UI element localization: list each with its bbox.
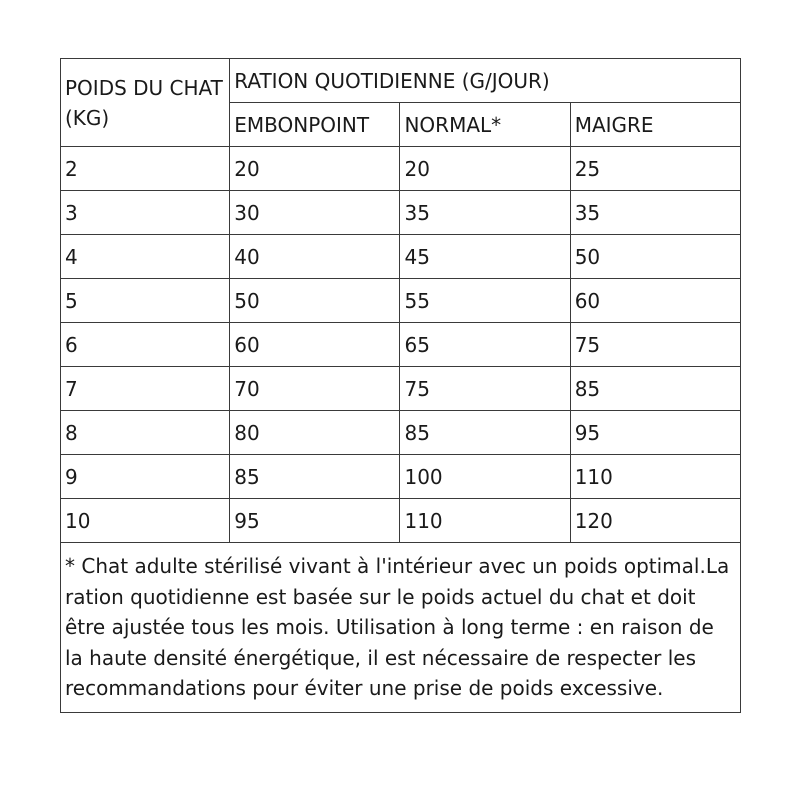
cell-weight: 8 <box>61 411 230 455</box>
cell-weight: 2 <box>61 147 230 191</box>
cell-weight: 4 <box>61 235 230 279</box>
cell-maigre: 120 <box>570 499 740 543</box>
table-row <box>61 191 741 235</box>
cell-embonpoint: 30 <box>230 191 400 235</box>
cell-embonpoint: 85 <box>230 455 400 499</box>
cell-weight: 3 <box>61 191 230 235</box>
ration-table <box>60 58 741 713</box>
table-row <box>61 147 741 191</box>
cell-weight: 9 <box>61 455 230 499</box>
cell-normal: 85 <box>400 411 570 455</box>
cell-maigre: 25 <box>570 147 740 191</box>
cell-maigre: 95 <box>570 411 740 455</box>
cell-normal: 55 <box>400 279 570 323</box>
subheader-normal: NORMAL* <box>400 103 570 147</box>
cell-weight: 5 <box>61 279 230 323</box>
cell-weight: 7 <box>61 367 230 411</box>
table-row <box>61 235 741 279</box>
cell-maigre: 110 <box>570 455 740 499</box>
cell-embonpoint: 95 <box>230 499 400 543</box>
header-row-main <box>61 59 741 103</box>
cell-weight: 6 <box>61 323 230 367</box>
table-row <box>61 367 741 411</box>
table-row <box>61 499 741 543</box>
cell-embonpoint: 80 <box>230 411 400 455</box>
ration-table-body <box>61 59 741 713</box>
footnote-text: * Chat adulte stérilisé vivant à l'intérieur avec un poids optimal.La ration quotidienne est basée sur le poids actuel du chat et doit être ajustée tous les mois. Utilisation à long terme : en raison de la haute densité énergétique, il est nécessaire de respecter les recommandations pour éviter une prise de poids excessive. <box>61 543 741 713</box>
footnote-row <box>61 543 741 713</box>
cell-normal: 100 <box>400 455 570 499</box>
cell-maigre: 85 <box>570 367 740 411</box>
cell-embonpoint: 20 <box>230 147 400 191</box>
cell-normal: 45 <box>400 235 570 279</box>
weight-column-header: POIDS DU CHAT (KG) <box>61 59 230 147</box>
cell-maigre: 75 <box>570 323 740 367</box>
table-row <box>61 323 741 367</box>
cell-normal: 35 <box>400 191 570 235</box>
cell-normal: 20 <box>400 147 570 191</box>
cell-normal: 110 <box>400 499 570 543</box>
table-row <box>61 455 741 499</box>
cell-normal: 65 <box>400 323 570 367</box>
cell-normal: 75 <box>400 367 570 411</box>
cell-embonpoint: 60 <box>230 323 400 367</box>
cell-embonpoint: 40 <box>230 235 400 279</box>
table-row <box>61 411 741 455</box>
subheader-embonpoint: EMBONPOINT <box>230 103 400 147</box>
cell-maigre: 35 <box>570 191 740 235</box>
cell-embonpoint: 70 <box>230 367 400 411</box>
subheader-maigre: MAIGRE <box>570 103 740 147</box>
ration-column-header: RATION QUOTIDIENNE (G/JOUR) <box>230 59 741 103</box>
cell-maigre: 50 <box>570 235 740 279</box>
cell-embonpoint: 50 <box>230 279 400 323</box>
cell-maigre: 60 <box>570 279 740 323</box>
cell-weight: 10 <box>61 499 230 543</box>
table-row <box>61 279 741 323</box>
